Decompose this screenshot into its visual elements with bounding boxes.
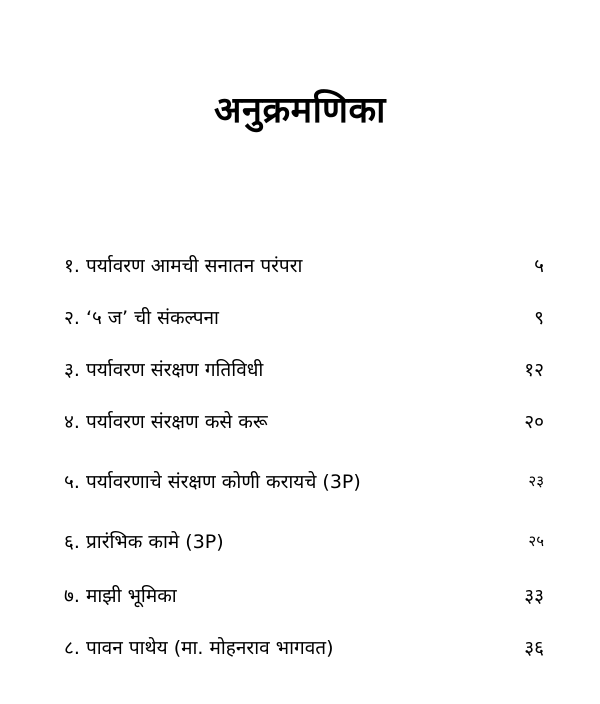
toc-entry <box>64 356 544 388</box>
toc-entry-page: ३६ <box>524 637 544 659</box>
toc-entry-label: ८. पावन पाथेय (मा. मोहनराव भागवत) <box>64 637 334 659</box>
toc-entry-page: २० <box>524 411 544 433</box>
toc-entry-label: ५. पर्यावरणाचे संरक्षण कोणी करायचे (3P) <box>64 471 361 493</box>
toc-entry <box>64 408 544 440</box>
toc-entry-label: ७. माझी भूमिका <box>64 585 177 607</box>
toc-entry <box>64 528 544 560</box>
toc-entry-page: ९ <box>534 307 544 329</box>
page-title: अनुक्रमणिका <box>214 90 386 131</box>
toc-entry <box>64 634 544 666</box>
toc-entry-label: २. ‘५ ज’ ची संकल्पना <box>64 307 219 329</box>
toc-entry-label: ३. पर्यावरण संरक्षण गतिविधी <box>64 359 264 381</box>
toc-entry <box>64 304 544 336</box>
toc-entry-page: १२ <box>524 359 544 381</box>
toc-entry-label: ६. प्रारंभिक कामे (3P) <box>64 531 224 553</box>
toc-entry-page: ५ <box>534 255 544 277</box>
toc-entry-label: १. पर्यावरण आमची सनातन परंपरा <box>64 255 303 277</box>
toc-entry <box>64 252 544 284</box>
toc-entry-page: ३३ <box>524 585 544 607</box>
toc-entry <box>64 582 544 614</box>
toc-entry <box>64 468 544 500</box>
toc-entry-page: २३ <box>528 472 544 490</box>
toc-entry-page: २५ <box>528 532 544 550</box>
toc-entry-label: ४. पर्यावरण संरक्षण कसे करू <box>64 411 268 433</box>
